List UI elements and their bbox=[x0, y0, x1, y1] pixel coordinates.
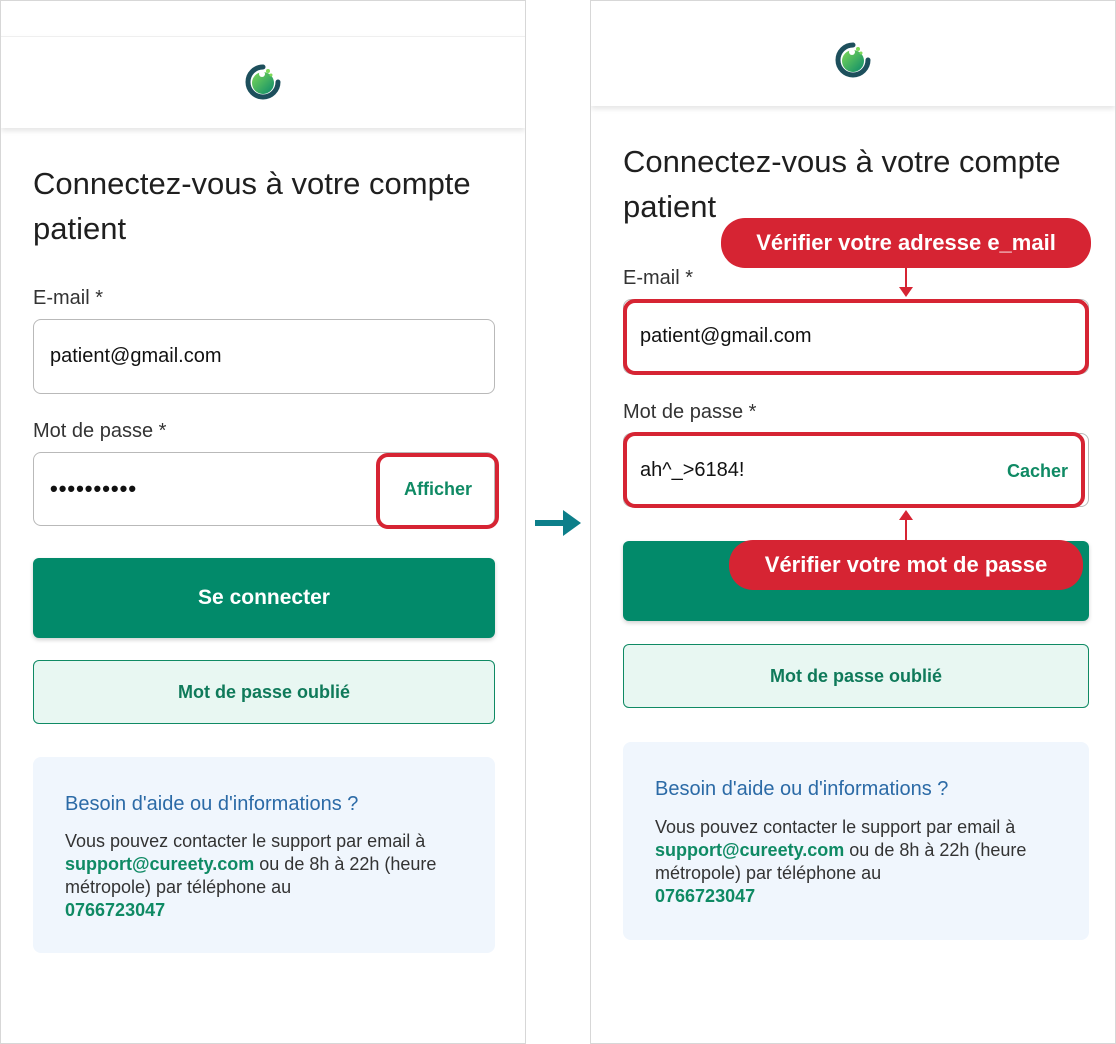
login-screen-before bbox=[0, 0, 526, 1044]
right-arrow-icon bbox=[533, 508, 583, 538]
password-callout: Vérifier votre mot de passe bbox=[729, 540, 1083, 590]
app-header bbox=[1, 36, 525, 128]
email-value: patient@gmail.com bbox=[50, 345, 222, 367]
email-label: E-mail * bbox=[623, 267, 694, 289]
password-callout-arrow-icon bbox=[899, 510, 913, 520]
support-phone-link[interactable]: 0766723047 bbox=[655, 886, 756, 906]
support-phone-link[interactable]: 0766723047 bbox=[65, 900, 166, 920]
login-screen-after bbox=[590, 0, 1116, 1044]
password-value: •••••••••• bbox=[50, 476, 138, 501]
forgot-password-button[interactable]: Mot de passe oublié bbox=[623, 644, 1089, 708]
login-button[interactable]: Se connecter bbox=[33, 558, 495, 638]
page-title: Connectez-vous à votre compte patient bbox=[623, 144, 1061, 224]
cureety-logo-icon bbox=[238, 57, 288, 107]
help-title: Besoin d'aide ou d'informations ? bbox=[655, 778, 949, 800]
email-callout: Vérifier votre adresse e_mail bbox=[721, 218, 1091, 268]
page-title: Connectez-vous à votre compte patient bbox=[33, 166, 471, 246]
forgot-password-button[interactable]: Mot de passe oublié bbox=[33, 660, 495, 724]
email-label: E-mail * bbox=[33, 287, 104, 309]
app-header bbox=[591, 1, 1115, 106]
support-email-link[interactable]: support@cureety.com bbox=[65, 854, 255, 874]
password-label: Mot de passe * bbox=[623, 401, 757, 423]
hide-password-button[interactable]: Cacher bbox=[1006, 461, 1068, 481]
email-callout-arrow-icon bbox=[899, 287, 913, 297]
show-password-button[interactable]: Afficher bbox=[403, 479, 472, 499]
email-input[interactable] bbox=[33, 319, 495, 394]
help-text: Vous pouvez contacter le support par email à support@cureety.com ou de 8h à 22h (heure métropole) par téléphone au 0766723047 bbox=[65, 831, 437, 920]
help-title: Besoin d'aide ou d'informations ? bbox=[65, 793, 359, 815]
support-email-link[interactable]: support@cureety.com bbox=[655, 840, 845, 860]
show-button-highlight bbox=[376, 453, 499, 529]
password-value: ah^_>6184! bbox=[640, 458, 745, 481]
email-callout-line bbox=[905, 268, 907, 288]
email-value: patient@gmail.com bbox=[640, 325, 812, 347]
email-field-highlight bbox=[623, 299, 1089, 375]
password-field-highlight bbox=[623, 432, 1085, 508]
password-callout-line bbox=[905, 520, 907, 540]
password-label: Mot de passe * bbox=[33, 420, 167, 442]
cureety-logo-icon bbox=[828, 35, 878, 85]
help-text: Vous pouvez contacter le support par email à support@cureety.com ou de 8h à 22h (heure métropole) par téléphone au 0766723047 bbox=[655, 817, 1027, 906]
help-box bbox=[623, 742, 1089, 940]
help-box bbox=[33, 757, 495, 953]
